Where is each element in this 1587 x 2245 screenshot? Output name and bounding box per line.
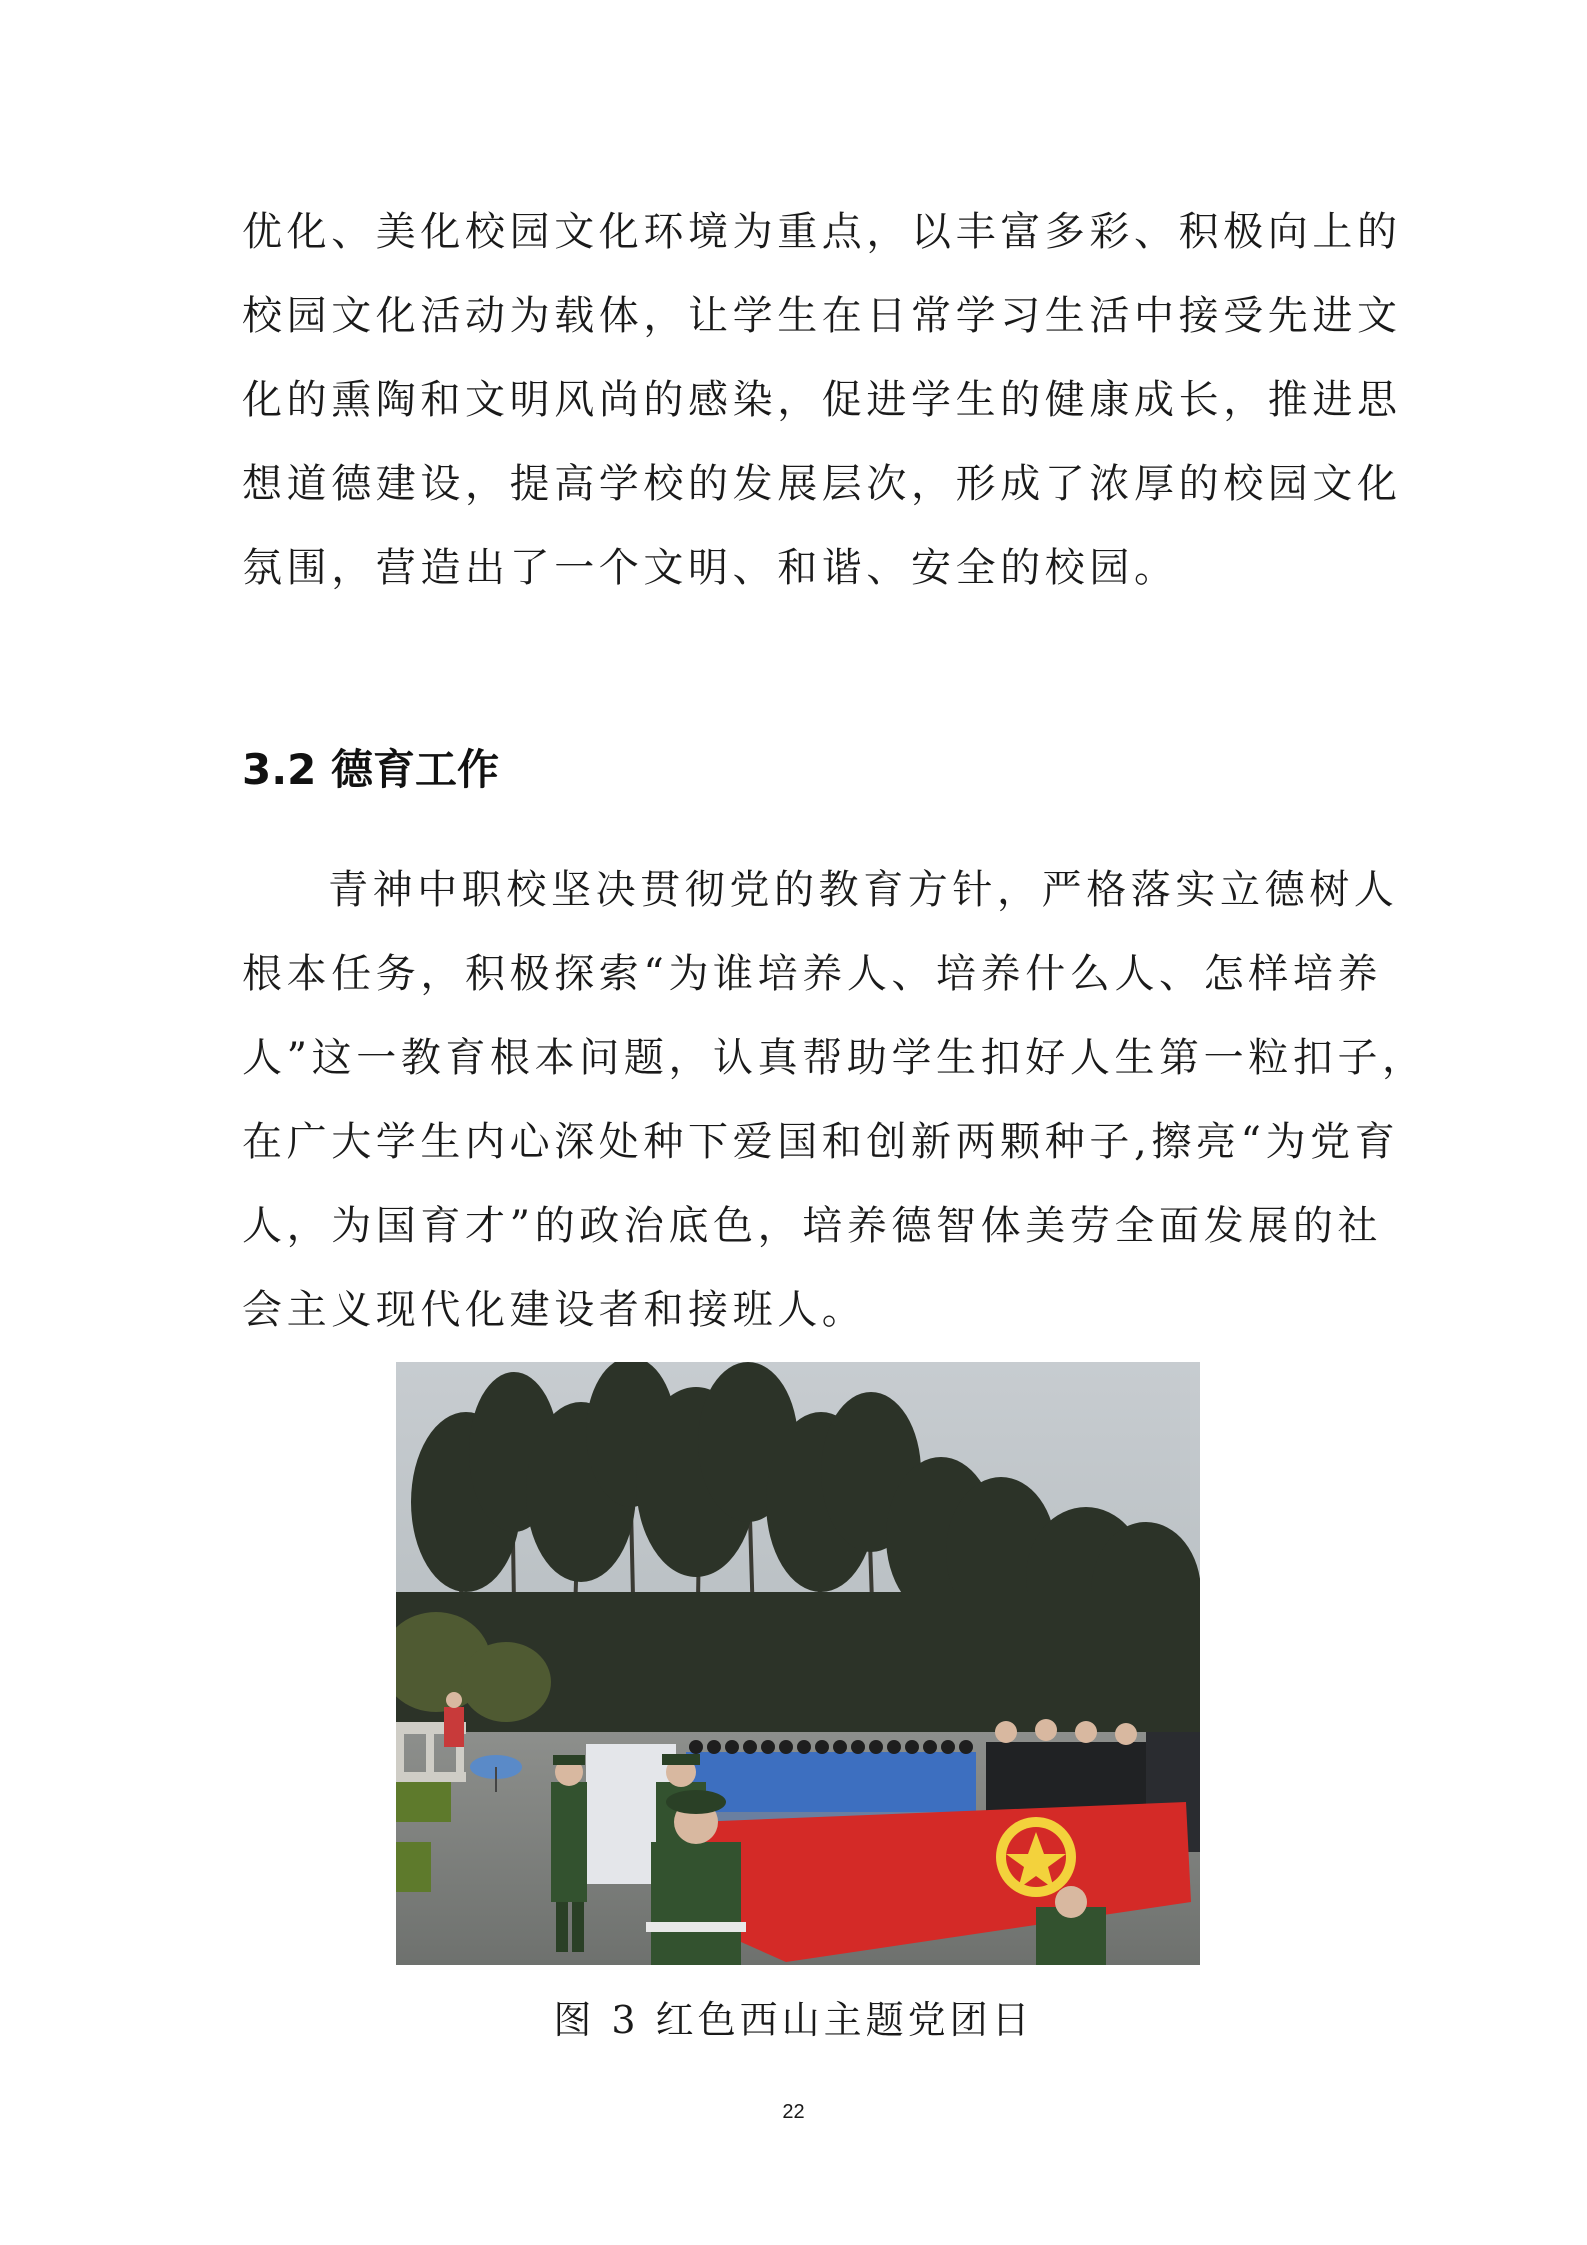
paragraph-line: 优化、美化校园文化环境为重点，以丰富多彩、积极向上的 bbox=[242, 209, 1402, 255]
paragraph-campus-culture bbox=[242, 190, 1402, 610]
paragraph-moral-education bbox=[242, 848, 1427, 1352]
paragraph-line: 人”这一教育根本问题，认真帮助学生扣好人生第一粒扣子， bbox=[242, 1035, 1427, 1081]
paragraph-line: 校园文化活动为载体，让学生在日常学习生活中接受先进文 bbox=[242, 293, 1402, 339]
figure-caption: 图 3 红色西山主题党团日 bbox=[553, 1998, 1034, 2042]
paragraph-line: 在广大学生内心深处种下爱国和创新两颗种子,擦亮“为党育 bbox=[242, 1119, 1400, 1165]
page-number: 22 bbox=[782, 2101, 805, 2123]
paragraph-line: 根本任务，积极探索“为谁培养人、培养什么人、怎样培养 bbox=[242, 951, 1383, 997]
flag-emblem bbox=[996, 1817, 1076, 1897]
ceremony-photo bbox=[396, 1362, 1200, 1965]
paragraph-line: 会主义现代化建设者和接班人。 bbox=[242, 1287, 867, 1333]
paragraph-line: 青神中职校坚决贯彻党的教育方针，严格落实立德树人 bbox=[328, 867, 1399, 913]
paragraph-line: 氛围，营造出了一个文明、和谐、安全的校园。 bbox=[242, 545, 1179, 591]
paragraph-line: 人，为国育才”的政治底色，培养德智体美劳全面发展的社 bbox=[242, 1203, 1383, 1249]
paragraph-line: 化的熏陶和文明风尚的感染，促进学生的健康成长，推进思 bbox=[242, 377, 1402, 423]
person-red-jacket bbox=[444, 1692, 464, 1747]
section-heading: 3.2 德育工作 bbox=[242, 745, 500, 794]
paragraph-line: 想道德建设，提高学校的发展层次，形成了浓厚的校园文化 bbox=[242, 461, 1402, 507]
